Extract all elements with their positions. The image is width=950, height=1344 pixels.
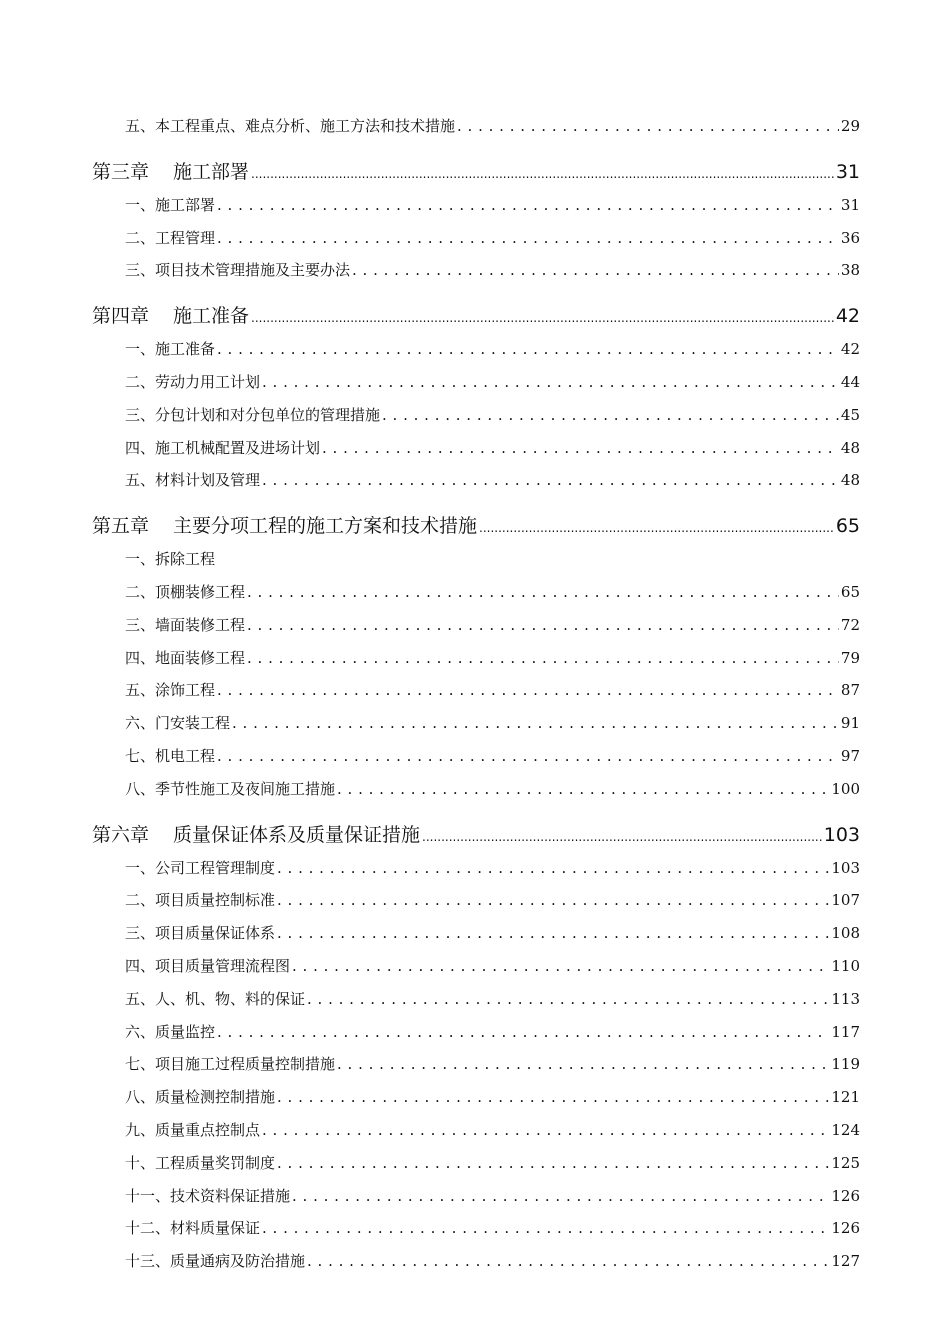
toc-page-number: 97 xyxy=(840,746,860,765)
toc-section-entry[interactable] xyxy=(92,1147,860,1180)
toc-dot-leader xyxy=(277,1147,829,1180)
toc-page-number: 45 xyxy=(840,405,860,424)
toc-section-entry[interactable] xyxy=(92,399,860,432)
toc-section-entry[interactable] xyxy=(92,950,860,983)
toc-entry-title: 二、顶棚装修工程 xyxy=(125,582,246,601)
table-of-contents xyxy=(92,110,860,1278)
toc-section-entry[interactable] xyxy=(92,609,860,642)
toc-dot-leader xyxy=(232,707,839,740)
toc-section-entry[interactable] xyxy=(92,1245,860,1278)
toc-chapter-number: 第三章 xyxy=(92,160,150,183)
toc-dot-leader xyxy=(262,464,839,497)
toc-page-number: 108 xyxy=(831,924,860,943)
toc-page-number: 38 xyxy=(840,261,860,280)
toc-entry-title: 四、地面装修工程 xyxy=(125,648,246,667)
toc-dot-leader xyxy=(382,399,839,432)
toc-chapter-entry[interactable] xyxy=(92,155,860,189)
toc-page-number: 103 xyxy=(823,823,860,846)
toc-page-number: 100 xyxy=(831,779,860,798)
toc-section-entry[interactable] xyxy=(92,917,860,950)
toc-page-number: 36 xyxy=(840,228,860,247)
toc-entry-title: 十三、质量通病及防治措施 xyxy=(125,1252,306,1271)
toc-dot-leader xyxy=(479,511,834,545)
toc-dot-leader xyxy=(277,917,829,950)
toc-dot-leader xyxy=(277,852,829,885)
toc-entry-title: 七、项目施工过程质量控制措施 xyxy=(125,1055,336,1074)
toc-entry-title: 八、季节性施工及夜间施工措施 xyxy=(125,779,336,798)
toc-page-number: 65 xyxy=(840,582,860,601)
toc-page-number: 121 xyxy=(831,1088,860,1107)
toc-chapter-number: 第五章 xyxy=(92,515,150,538)
toc-page-number: 42 xyxy=(840,340,860,359)
toc-entry-title: 四、施工机械配置及进场计划 xyxy=(125,438,321,457)
toc-dot-leader xyxy=(217,333,839,366)
toc-page-number: 126 xyxy=(831,1186,860,1205)
toc-section-entry[interactable] xyxy=(92,674,860,707)
toc-page-number: 117 xyxy=(831,1022,860,1041)
toc-dot-leader xyxy=(337,1048,829,1081)
toc-dot-leader xyxy=(337,773,829,806)
toc-dot-leader xyxy=(292,1180,829,1213)
toc-section-entry[interactable] xyxy=(92,366,860,399)
toc-dot-leader xyxy=(457,110,839,143)
toc-chapter-number: 第四章 xyxy=(92,305,150,328)
toc-entry-title: 三、项目技术管理措施及主要办法 xyxy=(125,261,351,280)
toc-entry-title: 七、机电工程 xyxy=(125,746,216,765)
toc-chapter-entry[interactable] xyxy=(92,299,860,333)
toc-entry-title: 二、工程管理 xyxy=(125,228,216,247)
toc-entry-title: 十、工程质量奖罚制度 xyxy=(125,1153,276,1172)
toc-dot-leader xyxy=(262,1212,829,1245)
toc-entry-title: 二、项目质量控制标准 xyxy=(125,891,276,910)
toc-page-number: 31 xyxy=(835,160,860,183)
toc-entry-title: 三、项目质量保证体系 xyxy=(125,924,276,943)
toc-section-entry[interactable] xyxy=(92,1114,860,1147)
toc-entry-title: 施工准备 xyxy=(173,305,250,328)
toc-page-number: 119 xyxy=(831,1055,860,1074)
toc-page-number: 103 xyxy=(831,858,860,877)
toc-entry-title: 八、质量检测控制措施 xyxy=(125,1088,276,1107)
toc-dot-leader xyxy=(217,1016,829,1049)
toc-page-number: 48 xyxy=(840,471,860,490)
toc-page-number: 91 xyxy=(840,714,860,733)
toc-entry-title: 质量保证体系及质量保证措施 xyxy=(173,823,421,846)
toc-page-number: 113 xyxy=(831,989,860,1008)
toc-page-number: 79 xyxy=(840,648,860,667)
toc-section-entry[interactable] xyxy=(92,642,860,675)
toc-page-number: 87 xyxy=(840,681,860,700)
toc-entry-title: 三、分包计划和对分包单位的管理措施 xyxy=(125,405,381,424)
toc-dot-leader xyxy=(262,1114,829,1147)
toc-section-entry[interactable] xyxy=(92,1180,860,1213)
toc-entry-title: 一、施工准备 xyxy=(125,340,216,359)
toc-entry-title: 二、劳动力用工计划 xyxy=(125,372,261,391)
toc-page-number: 72 xyxy=(840,615,860,634)
toc-section-entry[interactable] xyxy=(92,254,860,287)
toc-dot-leader xyxy=(247,642,839,675)
toc-section-entry[interactable] xyxy=(92,576,860,609)
toc-page-number: 126 xyxy=(831,1219,860,1238)
toc-section-entry[interactable] xyxy=(92,464,860,497)
toc-section-entry[interactable] xyxy=(92,432,860,465)
toc-dot-leader xyxy=(307,1245,829,1278)
toc-entry-title: 四、项目质量管理流程图 xyxy=(125,956,291,975)
toc-dot-leader xyxy=(217,740,839,773)
toc-dot-leader xyxy=(247,609,839,642)
toc-entry-title: 五、人、机、物、料的保证 xyxy=(125,989,306,1008)
toc-page-number: 124 xyxy=(831,1120,860,1139)
toc-dot-leader xyxy=(217,189,839,222)
toc-dot-leader xyxy=(217,222,839,255)
toc-dot-leader xyxy=(262,366,839,399)
toc-dot-leader xyxy=(217,674,839,707)
toc-page-number: 65 xyxy=(835,515,860,538)
toc-entry-title: 五、本工程重点、难点分析、施工方法和技术措施 xyxy=(125,117,456,135)
toc-entry-title: 十一、技术资料保证措施 xyxy=(125,1186,291,1205)
toc-section-entry[interactable] xyxy=(92,852,860,885)
toc-entry-title: 五、涂饰工程 xyxy=(125,681,216,700)
toc-entry-title: 六、门安装工程 xyxy=(125,714,231,733)
toc-entry-title: 一、公司工程管理制度 xyxy=(125,858,276,877)
toc-section-entry[interactable] xyxy=(92,333,860,366)
toc-page-number: 125 xyxy=(831,1153,860,1172)
toc-page-number: 48 xyxy=(840,438,860,457)
toc-page-number: 42 xyxy=(835,305,860,328)
toc-dot-leader xyxy=(292,950,829,983)
toc-dot-leader xyxy=(251,301,834,335)
toc-dot-leader xyxy=(277,1081,829,1114)
toc-section-entry[interactable] xyxy=(92,773,860,806)
toc-section-entry[interactable] xyxy=(92,1081,860,1114)
toc-section-entry[interactable] xyxy=(92,740,860,773)
toc-dot-leader xyxy=(352,254,839,287)
toc-dot-leader xyxy=(251,157,834,191)
toc-page-number: 44 xyxy=(840,372,860,391)
toc-section-entry[interactable] xyxy=(92,707,860,740)
toc-entry-title: 施工部署 xyxy=(173,160,250,183)
toc-section-entry[interactable] xyxy=(92,110,860,143)
toc-entry-title: 主要分项工程的施工方案和技术措施 xyxy=(173,515,478,538)
toc-section-entry[interactable] xyxy=(92,884,860,917)
toc-chapter-entry[interactable] xyxy=(92,509,860,543)
toc-entry-title: 一、施工部署 xyxy=(125,195,216,214)
toc-section-entry[interactable] xyxy=(92,1016,860,1049)
toc-page-number: 110 xyxy=(831,956,860,975)
toc-dot-leader xyxy=(247,576,839,609)
toc-page-number: 31 xyxy=(840,195,860,214)
toc-section-entry[interactable] xyxy=(92,1048,860,1081)
toc-dot-leader xyxy=(322,432,839,465)
toc-entry-title: 五、材料计划及管理 xyxy=(125,471,261,490)
toc-section-entry[interactable] xyxy=(92,983,860,1016)
toc-chapter-number: 第六章 xyxy=(92,823,150,846)
toc-dot-leader xyxy=(422,820,822,854)
toc-section-entry[interactable] xyxy=(92,543,860,576)
toc-section-entry[interactable] xyxy=(92,189,860,222)
toc-section-entry[interactable] xyxy=(92,222,860,255)
toc-page-number: 127 xyxy=(831,1252,860,1271)
toc-entry-title: 六、质量监控 xyxy=(125,1022,216,1041)
toc-page-number: 29 xyxy=(840,117,860,135)
toc-section-entry[interactable] xyxy=(92,1212,860,1245)
toc-entry-title: 九、质量重点控制点 xyxy=(125,1120,261,1139)
toc-dot-leader xyxy=(307,983,829,1016)
toc-page-number: 107 xyxy=(831,891,860,910)
toc-entry-title: 一、拆除工程 xyxy=(125,550,216,569)
toc-chapter-entry[interactable] xyxy=(92,818,860,852)
toc-entry-title: 十二、材料质量保证 xyxy=(125,1219,261,1238)
toc-dot-leader xyxy=(277,884,829,917)
toc-entry-title: 三、墙面装修工程 xyxy=(125,615,246,634)
